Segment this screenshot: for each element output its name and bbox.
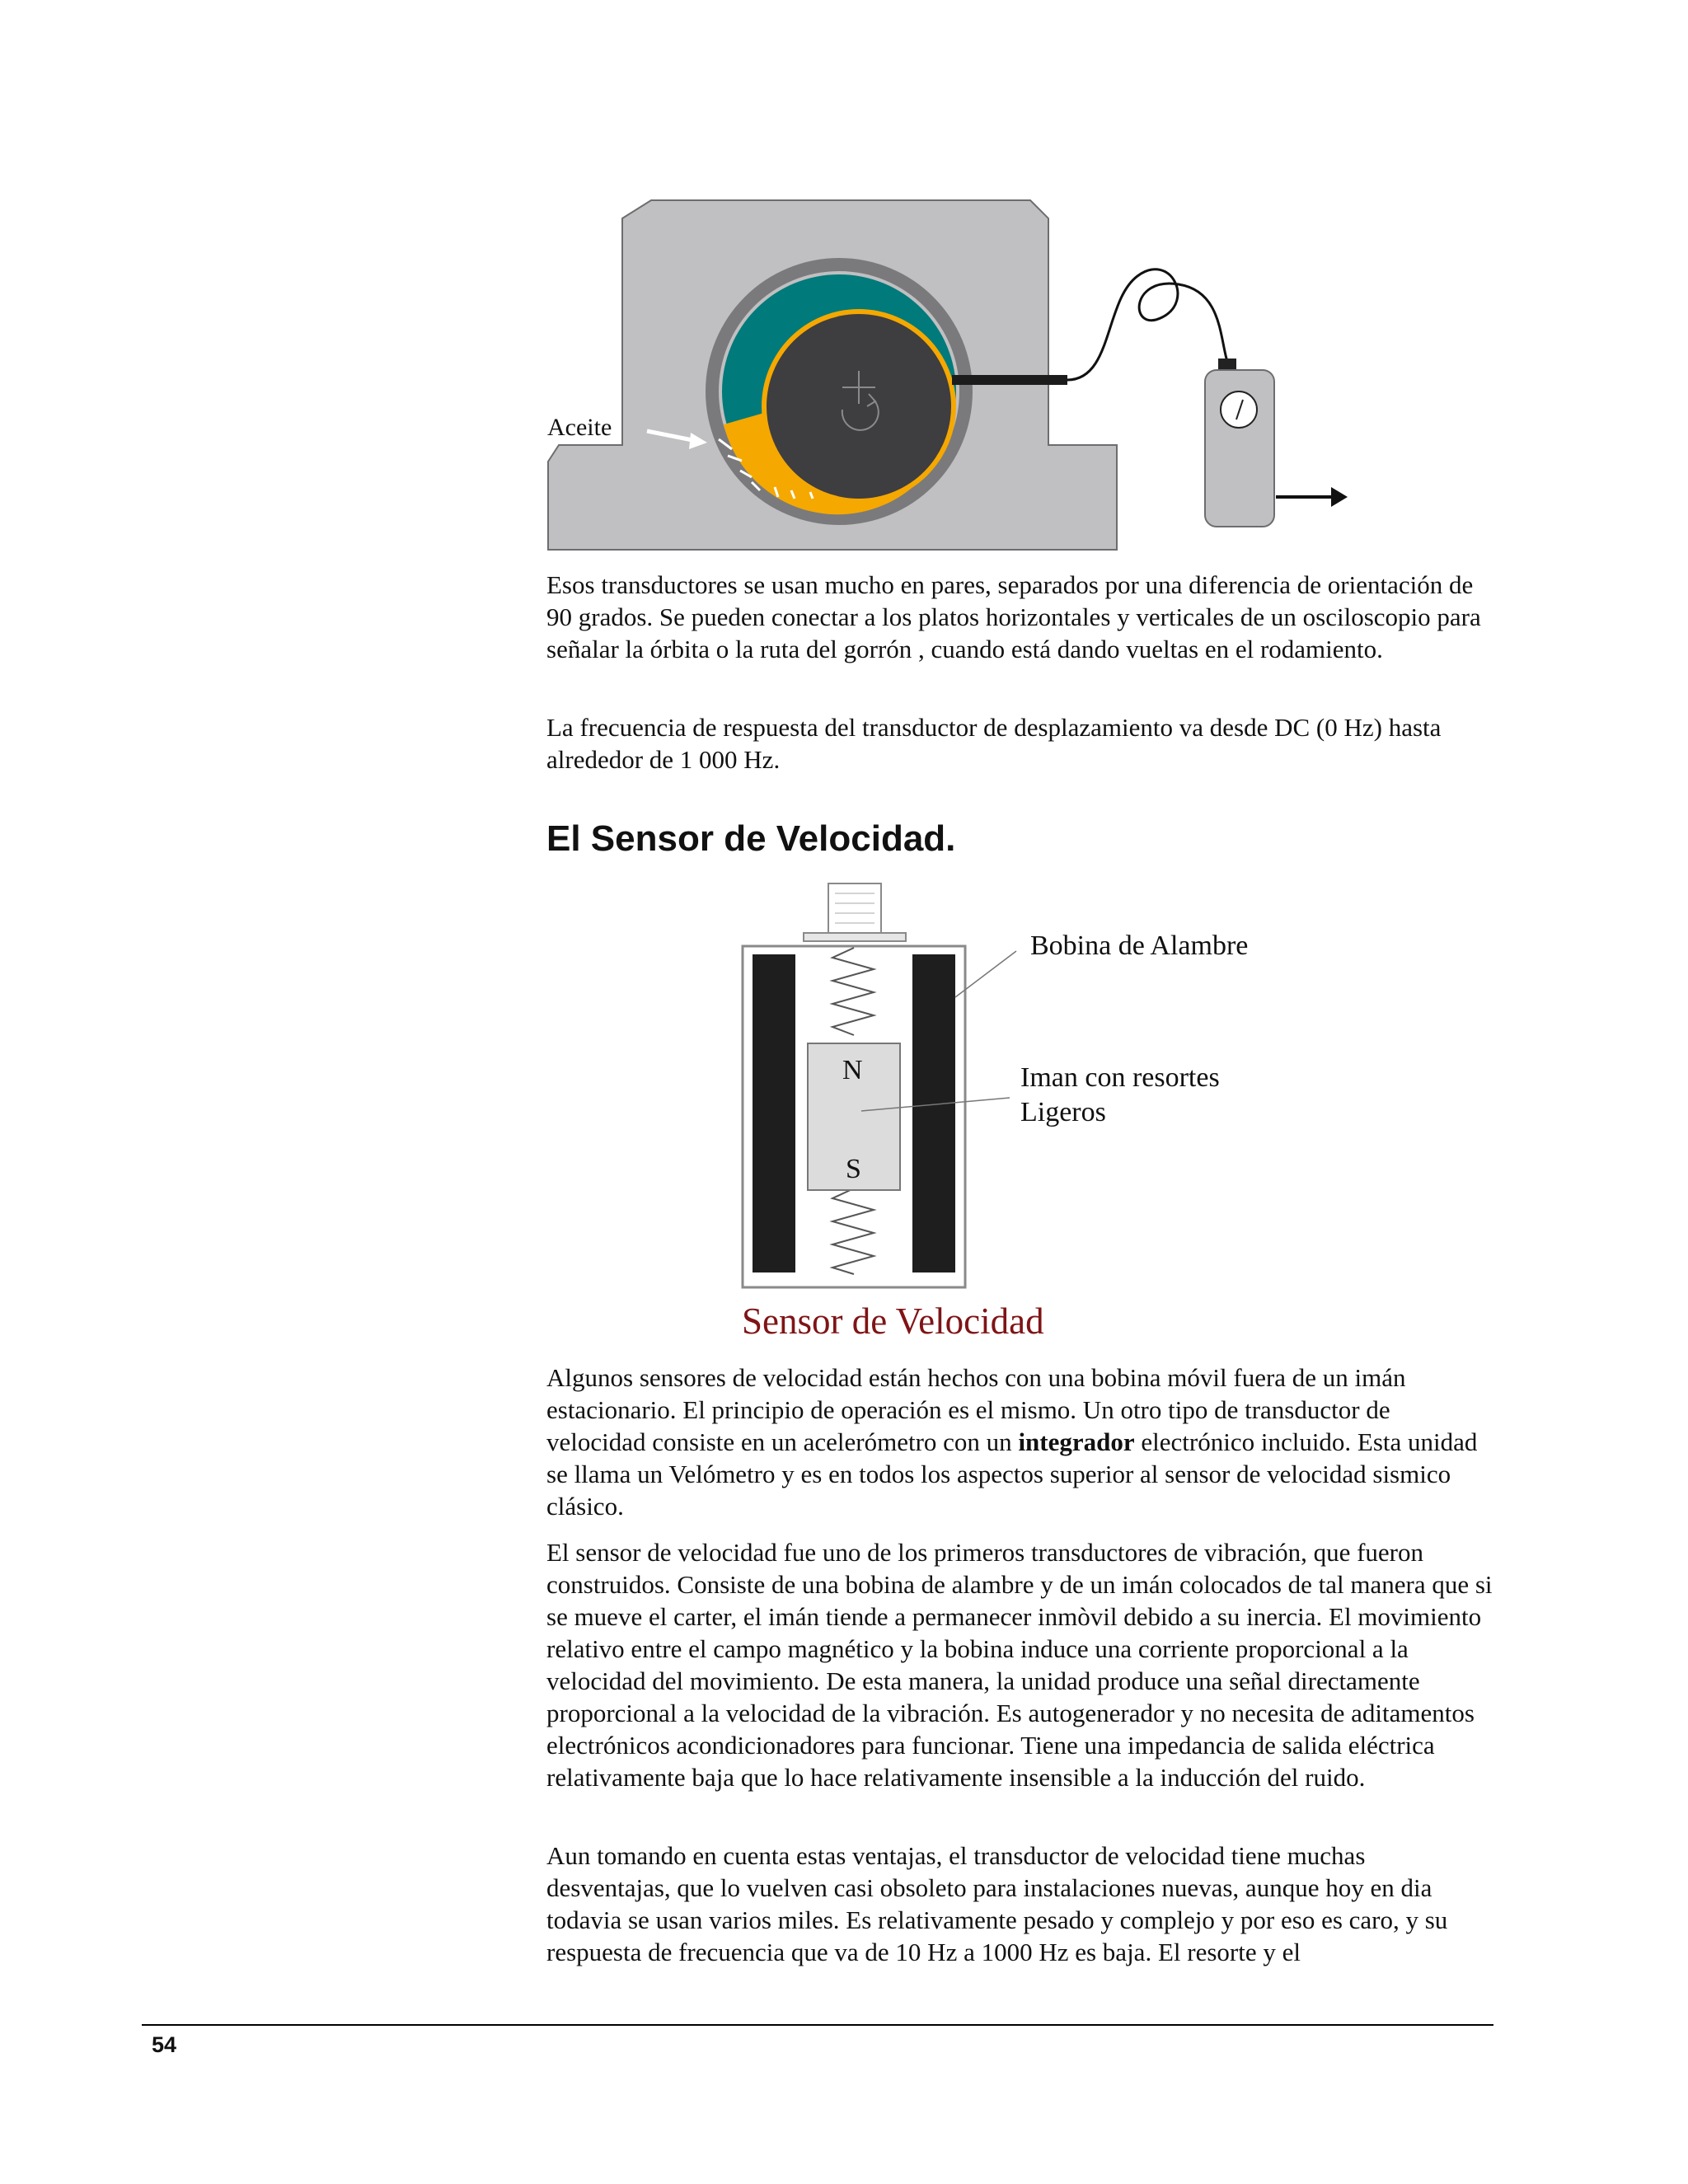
paragraph-disadvantages: Aun tomando en cuenta estas ventajas, el transductor de velocidad tiene muchas desventajas, que lo vuelven casi obsoleto para instalaciones nuevas, aunque hoy en dia todavia se usan varios miles. Es relativamente pesado y complejo y por eso es caro, y su respuesta de frecuencia que va de 10 Hz a 1000 Hz es baja. El resorte y el xyxy=(546,1841,1448,1966)
footer-rule xyxy=(142,2024,1493,2026)
probe-cable xyxy=(1067,269,1226,380)
coil-left xyxy=(753,954,795,1272)
probe-rod xyxy=(952,375,1067,385)
oil-label: Aceite xyxy=(547,414,612,441)
page-number: 54 xyxy=(152,2032,177,2057)
paragraph-frequency-response: La frecuencia de respuesta del transductor de desplazamiento va desde DC (0 Hz) hasta alrededor de 1 000 Hz. xyxy=(546,713,1442,774)
north-pole-label: N xyxy=(842,1055,863,1085)
bearing-diagram xyxy=(536,194,1360,556)
output-arrow-icon xyxy=(1276,487,1348,507)
paragraph-sensor-history: El sensor de velocidad fue uno de los primeros transductores de vibración, que fueron construidos. Consiste de una bobina de alambre y de un imán colocados de tal manera que si se mueve el carter, el imán tiende a permanecer inmòvil debido a su inercia. El movimiento relativo entre el campo magnético y la bobina induce una corriente proporcional a la velocidad del movimiento. De esta manera, la unidad produce una señal directamente proporcional a la velocidad de la vibración. Es autogenerador y no necesita de aditamentos electrónicos acondicionadores para funcionar. Tiene una impedancia de salida eléctrica relativamente baja que lo hace relativamente insensible a la inducción del ruido. xyxy=(546,1538,1493,1792)
magnet-label-line2: Ligeros xyxy=(1020,1097,1106,1127)
south-pole-label: S xyxy=(846,1154,861,1184)
figure-caption: Sensor de Velocidad xyxy=(742,1301,1044,1342)
paragraph-velometer-part2: electrónico incluido. Esta unidad se llama un Velómetro y es en todos los aspectos superior al sensor de velocidad sismico clásico. xyxy=(546,1427,1478,1521)
paragraph-transducer-pairs: Esos transductores se usan mucho en pares, separados por una diferencia de orientación de 90 grados. Se pueden conectar a los platos horizontales y verticales de un osciloscopio para señalar la órbita o la ruta del gorrón , cuando está dando vueltas en el rodamiento. xyxy=(546,570,1481,663)
magnet-label-line1: Iman con resortes xyxy=(1020,1062,1220,1093)
paragraph-velometer-part1: Algunos sensores de velocidad están hechos con una bobina móvil fuera de un imán estacionario. El principio de operación es el mismo. Un otro tipo de transductor de velocidad consiste en un acelerómetro con un xyxy=(546,1363,1406,1456)
section-heading: El Sensor de Velocidad. xyxy=(546,818,956,859)
coil-label: Bobina de Alambre xyxy=(1030,930,1249,961)
shaft xyxy=(767,314,951,499)
integrator-bold: integrador xyxy=(1018,1427,1135,1456)
paragraph-velometer xyxy=(546,1361,1494,1522)
bearing-diagram-svg xyxy=(536,194,1360,556)
sensor-connector xyxy=(828,883,881,933)
coil-right xyxy=(912,954,955,1272)
